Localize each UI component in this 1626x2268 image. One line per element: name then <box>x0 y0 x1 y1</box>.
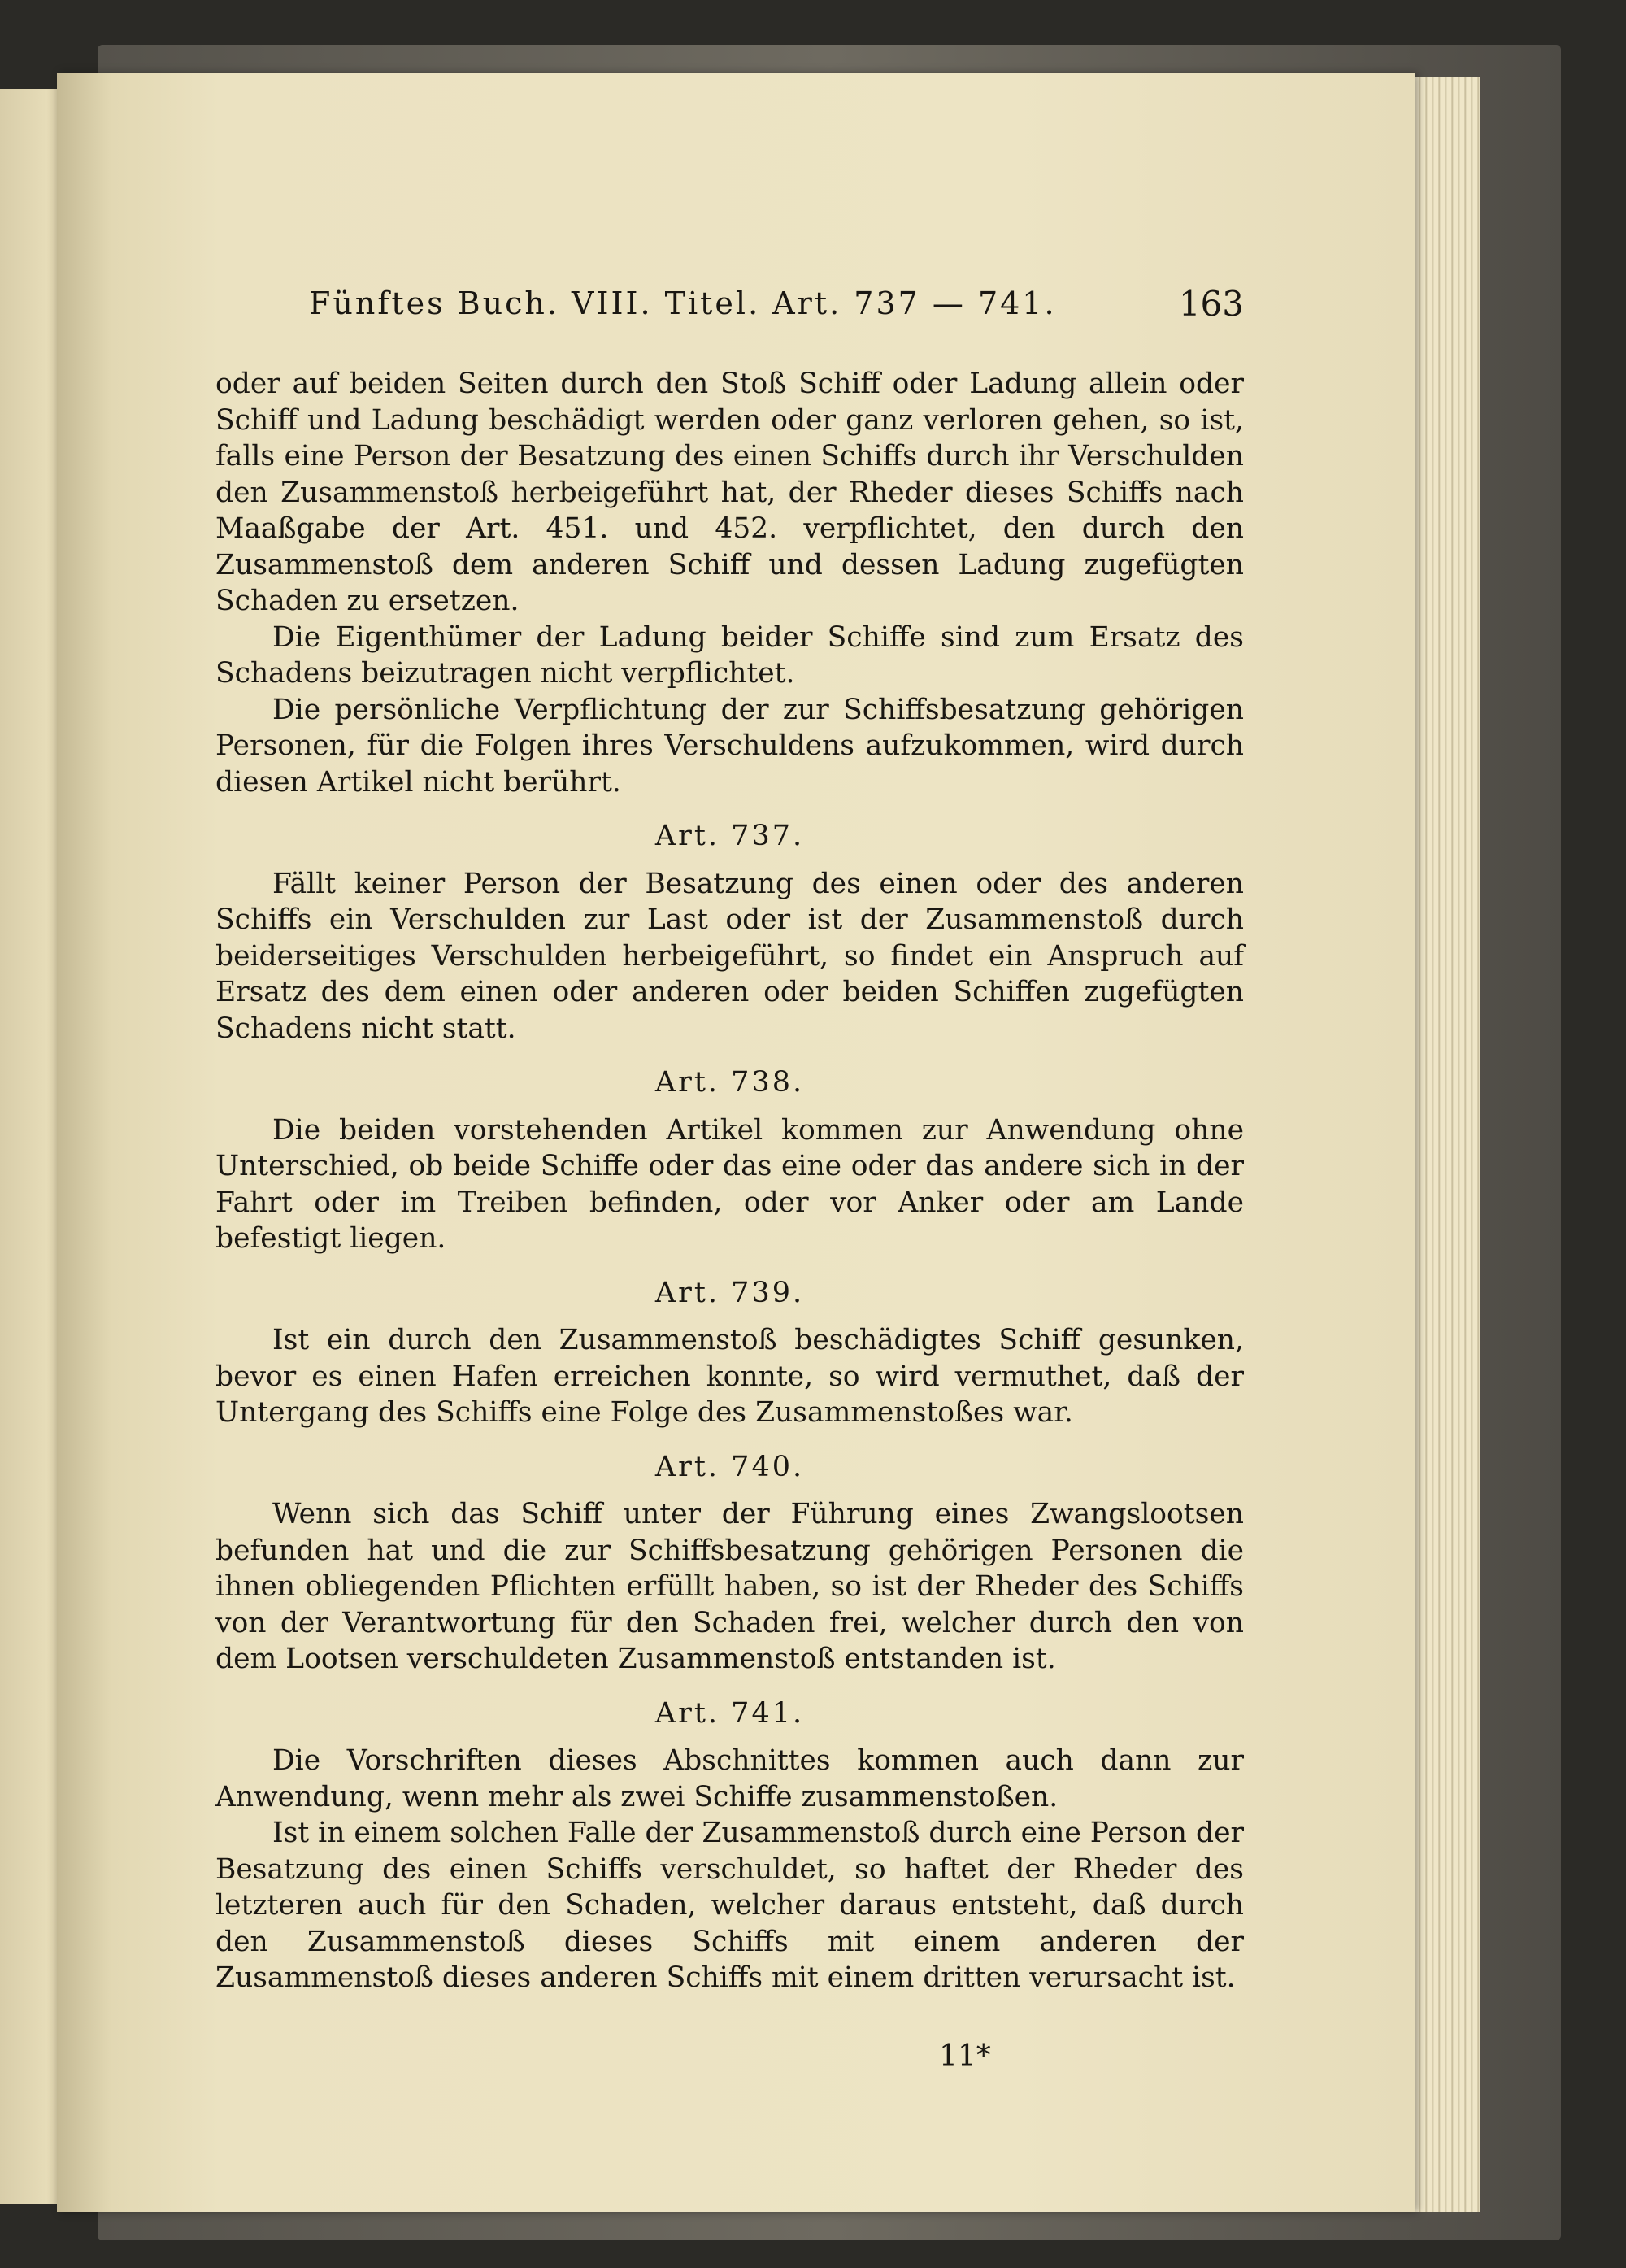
running-header-title: Fünftes Buch. VIII. Titel. Art. 737 — 741. <box>309 285 1057 321</box>
article-paragraph: Ist in einem solchen Falle der Zusammenstoß durch eine Person der Besatzung des einen Schiffs verschuldet, so haftet der Rheder des letzteren auch für den Schaden, welcher daraus entsteht, daß durch den Zusammenstoß dieses Schiffs mit einem anderen der Zusammenstoß dieses anderen Schiffs mit einem dritten verursacht ist. <box>215 1817 1244 1994</box>
article-paragraph: Wenn sich das Schiff unter der Führung eines Zwangslootsen befunden hat und die zur Schiffsbesatzung gehörigen Personen die ihnen obliegenden Pflichten erfüllt haben, so ist der Rheder des Schiffs von der Verantwortung für den Schaden frei, welcher durch den von dem Lootsen verschuldeten Zusammenstoß entstanden ist. <box>215 1498 1244 1675</box>
article-paragraph: Ist ein durch den Zusammenstoß beschädigtes Schiff gesunken, bevor es einen Hafen erreichen konnte, so wird vermuthet, daß der Untergang des Schiffs eine Folge des Zusammenstoßes war. <box>215 1324 1244 1429</box>
page-number: 163 <box>1178 284 1244 324</box>
article-heading-737: Art. 737. <box>654 820 805 852</box>
continuation-paragraph: Die Eigenthümer der Ladung beider Schiffe sind zum Ersatz des Schadens beizutragen nicht verpflichtet. <box>215 620 1244 690</box>
signature-mark: 11* <box>939 2039 991 2073</box>
article-paragraph: Die Vorschriften dieses Abschnittes kommen auch dann zur Anwendung, wenn mehr als zwei Schiffe zusammenstoßen. <box>215 1744 1244 1813</box>
continuation-paragraph: Die persönliche Verpflichtung der zur Schiffsbesatzung gehörigen Personen, für die Folgen ihres Verschuldens aufzukommen, wird durch diesen Artikel nicht berührt. <box>215 693 1244 799</box>
article-paragraph: Die beiden vorstehenden Artikel kommen zur Anwendung ohne Unterschied, ob beide Schiffe oder das eine oder das andere sich in der Fahrt oder im Treiben befinden, oder vor Anker oder am Lande befestigt liegen. <box>215 1113 1244 1255</box>
article-heading-740: Art. 740. <box>654 1450 805 1483</box>
article-heading-741: Art. 741. <box>654 1696 805 1730</box>
article-heading-739: Art. 739. <box>654 1276 805 1309</box>
running-header <box>215 281 1244 329</box>
continuation-paragraph: oder auf beiden Seiten durch den Stoß Schiff oder Ladung allein oder Schiff und Ladung beschädigt werden oder ganz verloren gehen, so ist, falls eine Person der Besatzung des einen Schiffs durch ihr Verschulden den Zusammenstoß herbeigeführt hat, der Rheder dieses Schiffs nach Maaßgabe der Art. 451. und 452. verpflichtet, den durch den Zusammenstoß dem anderen Schiff und dessen Ladung zugefügten Schaden zu ersetzen. <box>215 368 1244 617</box>
book-page <box>57 73 1415 2212</box>
body-text <box>215 366 1244 1996</box>
article-paragraph: Fällt keiner Person der Besatzung des einen oder des anderen Schiffs ein Verschulden zur Last oder ist der Zusammenstoß durch beiderseitiges Verschulden herbeigeführt, so findet ein Anspruch auf Ersatz des dem einen oder anderen oder beiden Schiffen zugefügten Schadens nicht statt. <box>215 867 1244 1045</box>
article-heading-738: Art. 738. <box>654 1066 805 1099</box>
